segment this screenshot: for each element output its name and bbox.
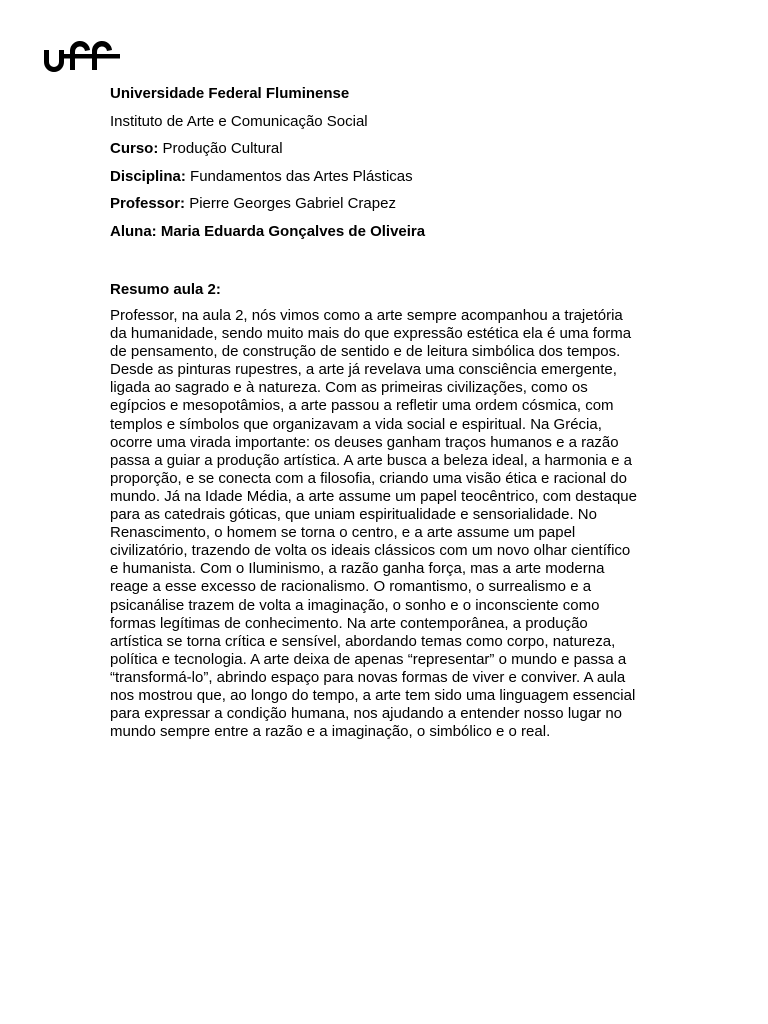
paragraph-line: nos mostrou que, ao longo do tempo, a arte tem sido uma linguagem essencial: [110, 686, 636, 704]
discipline-value: Fundamentos das Artes Plásticas: [190, 167, 413, 185]
paragraph-line: de pensamento, de construção de sentido e de leitura simbólica dos tempos.: [110, 343, 621, 361]
professor-line: [110, 194, 670, 214]
course-line: [110, 139, 670, 159]
document-header: [110, 84, 670, 249]
paragraph-line: passa a guiar a produção artística. A arte busca a beleza ideal, a harmonia e a: [110, 451, 632, 469]
paragraph-line: psicanálise trazem de volta a imaginação, o sonho e o inconsciente como: [110, 596, 600, 614]
paragraph-line: da humanidade, sendo muito mais do que expressão estética ela é uma forma: [110, 325, 632, 343]
summary-paragraph: [110, 307, 670, 741]
paragraph-line: e humanista. Com o Iluminismo, a razão ganha força, mas a arte moderna: [110, 560, 605, 578]
uff-logo: [42, 40, 122, 74]
paragraph-line: para as catedrais góticas, que uniam espiritualidade e sensorialidade. No: [110, 506, 597, 524]
discipline-line: [110, 167, 670, 187]
paragraph-line: Renascimento, o homem se torna o centro, e a arte assume um papel: [110, 524, 576, 542]
paragraph-line: artística se torna crítica e sensível, abordando temas como corpo, natureza,: [110, 632, 616, 650]
paragraph-line: civilizatório, trazendo de volta os ideais clássicos com um novo olhar científico: [110, 542, 631, 560]
university-name: Universidade Federal Fluminense: [110, 85, 350, 102]
professor-value: Pierre Georges Gabriel Crapez: [189, 195, 396, 212]
paragraph-line: Desde as pinturas rupestres, a arte já revelava uma consciência emergente,: [110, 361, 617, 379]
course-value: Produção Cultural: [162, 140, 283, 157]
paragraph-line: ligada ao sagrado e à natureza. Com as primeiras civilizações, como os: [110, 379, 588, 397]
paragraph-line: mundo sempre entre a razão e a imaginação, o simbólico e o real.: [110, 723, 551, 741]
paragraph-line: política e tecnologia. A arte deixa de apenas “representar” o mundo e passa a: [110, 650, 627, 668]
institute-name: Instituto de Arte e Comunicação Social: [110, 112, 368, 130]
paragraph-line: templos e símbolos que organizavam a vida social e espiritual. Na Grécia,: [110, 415, 602, 433]
paragraph-line: mundo. Já na Idade Média, a arte assume um papel teocêntrico, com destaque: [110, 487, 637, 505]
summary-title: Resumo aula 2:: [110, 281, 221, 298]
discipline-label: Disciplina:: [110, 167, 186, 185]
paragraph-line: reage a esse excesso de racionalismo. O romantismo, o surrealismo e a: [110, 578, 592, 596]
professor-label: Professor:: [110, 195, 186, 212]
paragraph-line: formas legítimas de conhecimento. Na arte contemporânea, a produção: [110, 614, 588, 632]
student-line: Aluna: Maria Eduarda Gonçalves de Oliveira: [110, 222, 426, 240]
paragraph-line: “transformá-lo”, abrindo espaço para novas formas de viver e conviver. A aula: [110, 668, 626, 686]
paragraph-line: Professor, na aula 2, nós vimos como a arte sempre acompanhou a trajetória: [110, 307, 623, 324]
paragraph-line: para expressar a condição humana, nos ajudando a entender nosso lugar no: [110, 705, 623, 723]
paragraph-line: proporção, e se conecta com a filosofia, criando uma visão ética e racional do: [110, 469, 627, 487]
course-label: Curso:: [110, 140, 159, 157]
paragraph-line: egípcios e mesopotâmios, a arte passou a refletir uma ordem cósmica, com: [110, 397, 614, 415]
paragraph-line: ocorre uma virada importante: os deuses ganham traços humanos e a razão: [110, 433, 619, 451]
